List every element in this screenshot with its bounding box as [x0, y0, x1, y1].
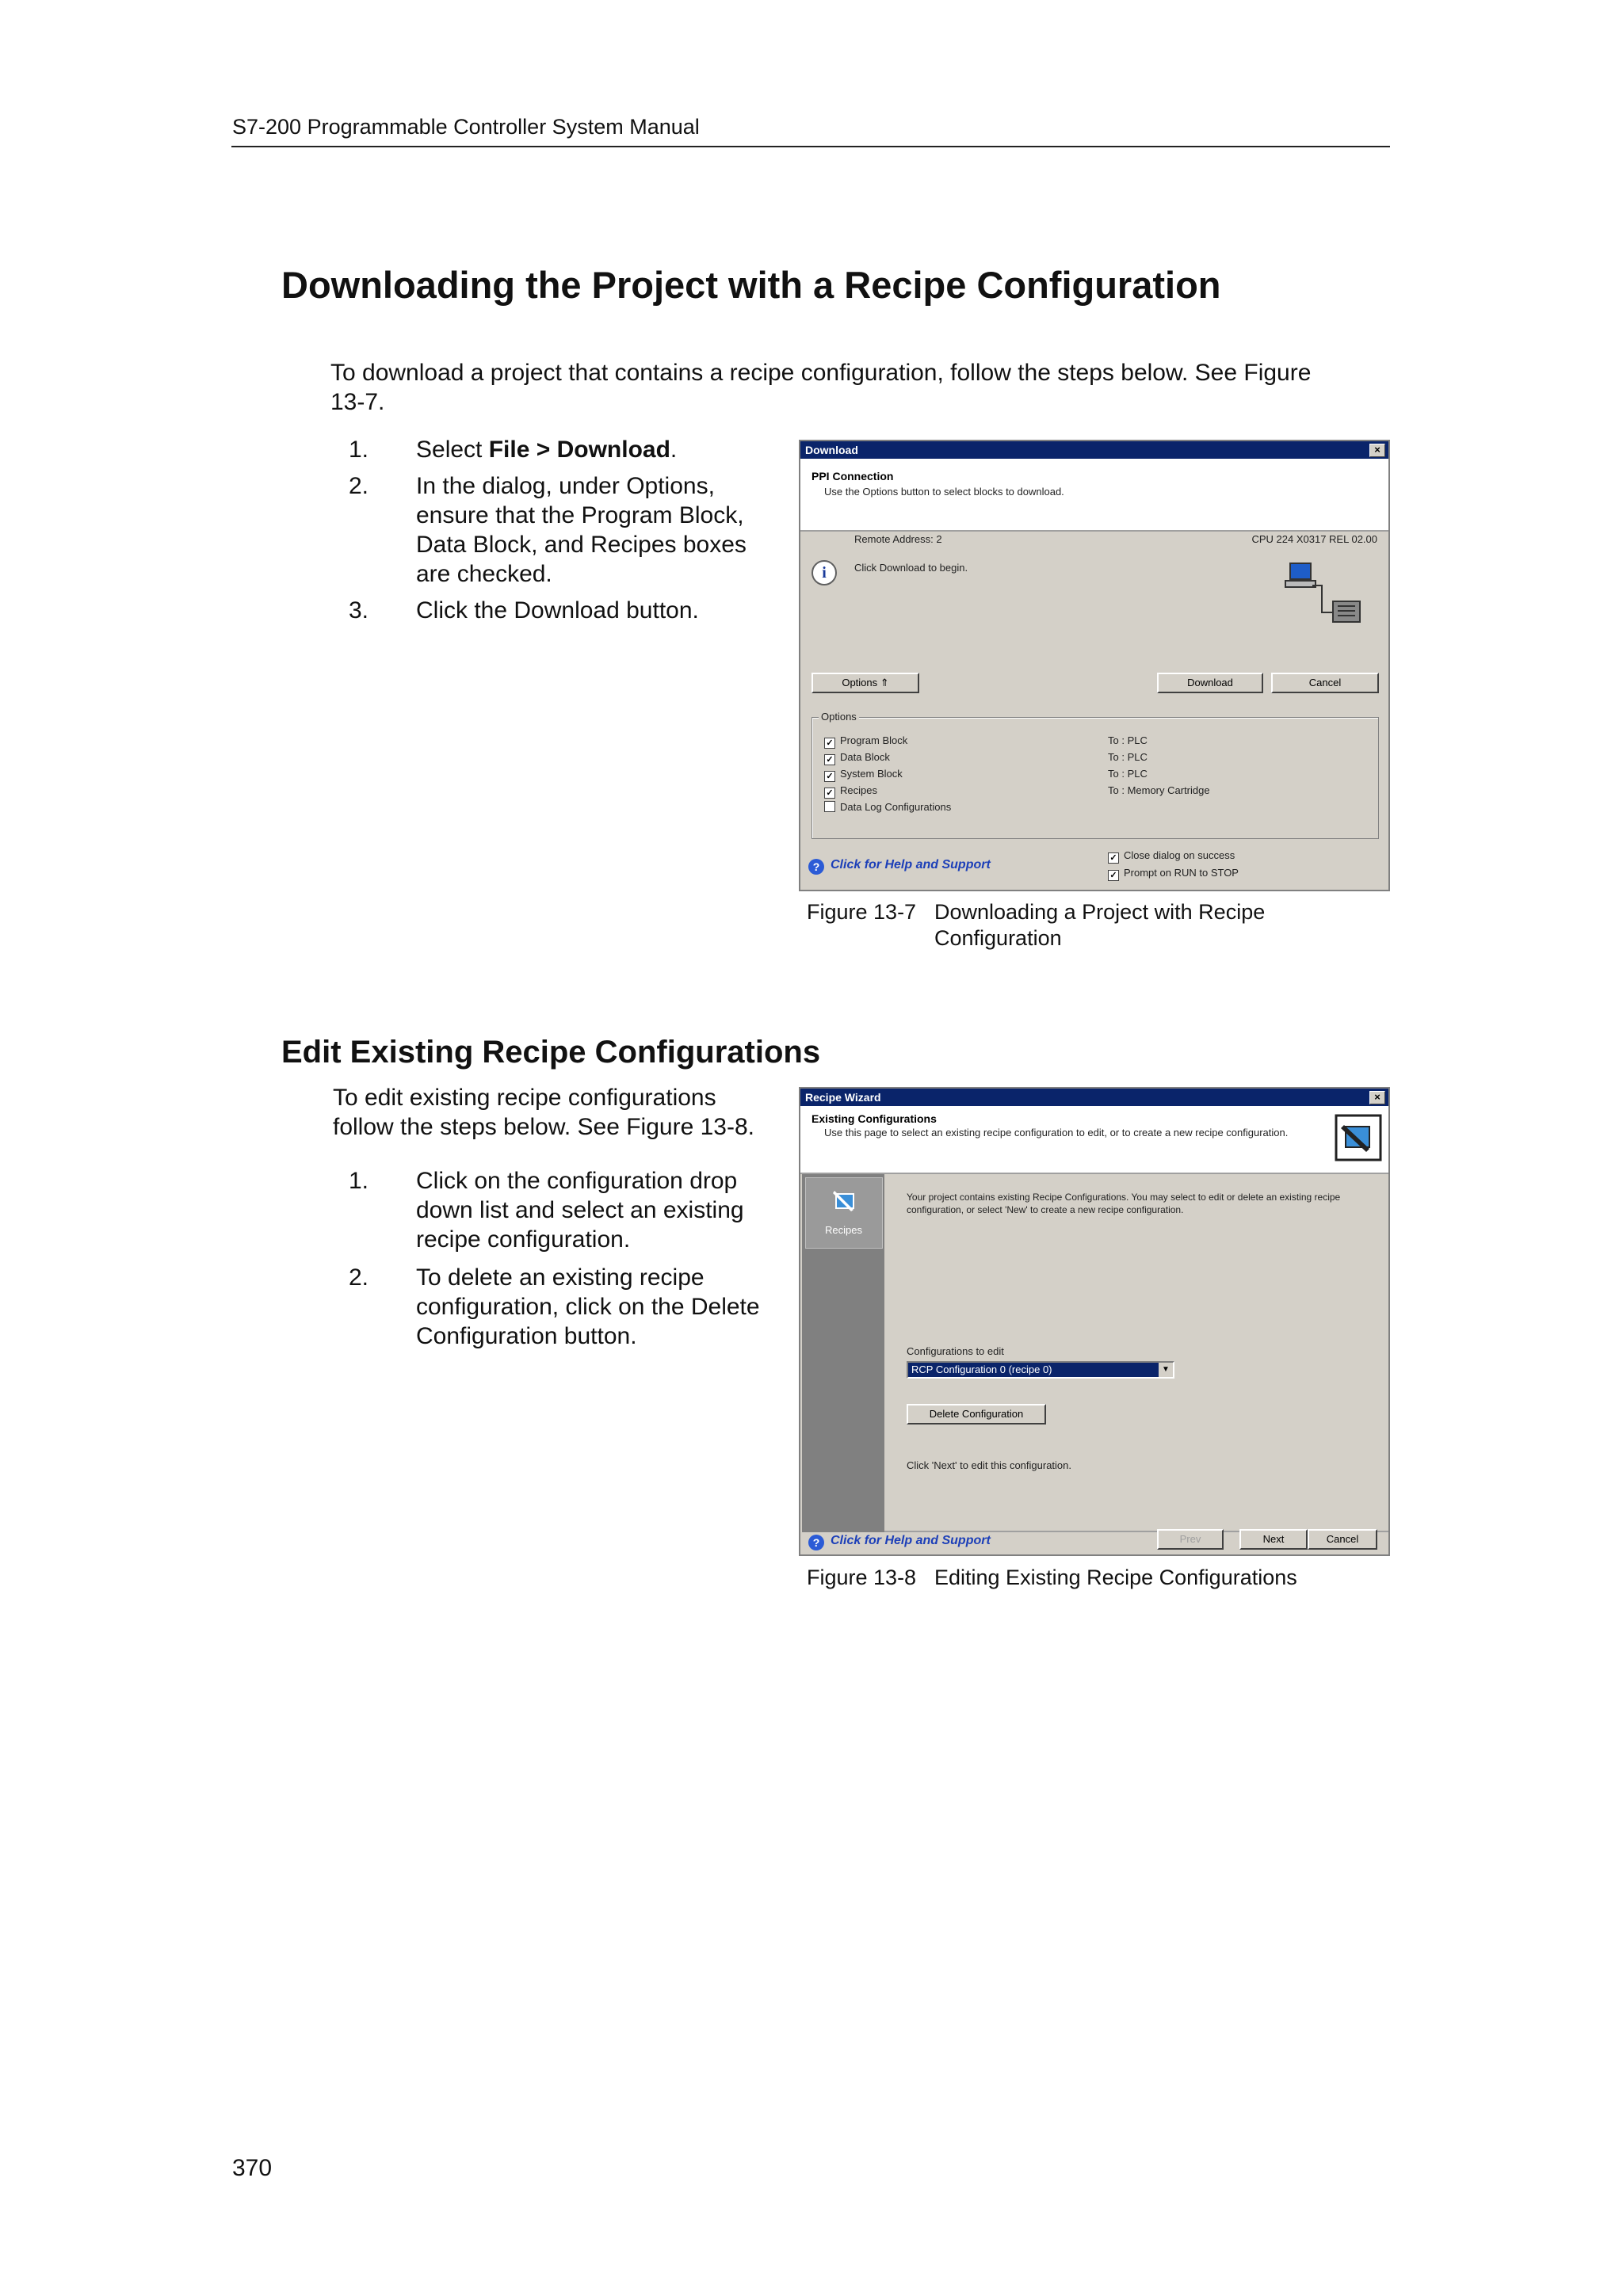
delete-configuration-button[interactable]: Delete Configuration: [907, 1404, 1046, 1425]
list-item: [349, 1166, 761, 1254]
info-text-line: Your project contains existing Recipe Configurations. You may select to edit or delete an existing recipe: [907, 1192, 1341, 1203]
checkbox-checked-icon[interactable]: ✓: [1108, 852, 1119, 864]
help-support-link[interactable]: [808, 858, 991, 875]
close-icon[interactable]: ×: [1369, 444, 1385, 457]
checkbox-checked-icon[interactable]: ✓: [824, 754, 835, 765]
step-number: 1.: [349, 437, 369, 463]
option-data-log-configurations[interactable]: [824, 801, 951, 813]
figure-caption-13-8: [807, 1565, 1377, 1593]
checkbox-checked-icon[interactable]: ✓: [824, 738, 835, 749]
option-program-block[interactable]: [824, 734, 907, 749]
remote-address: Remote Address: 2: [854, 533, 942, 545]
page-number: 370: [232, 2155, 273, 2181]
next-button[interactable]: Next: [1239, 1529, 1308, 1550]
checkbox-unchecked-icon[interactable]: [824, 801, 835, 812]
header-subtitle: Use this page to select an existing recipe configuration to edit, or to create a new recipe configuration.: [824, 1127, 1289, 1138]
option-target: To : PLC: [1108, 768, 1148, 780]
download-button[interactable]: Download: [1157, 673, 1263, 693]
step-menu-path: File > Download: [488, 437, 670, 463]
checkbox-checked-icon[interactable]: ✓: [824, 788, 835, 799]
step-number: 2.: [349, 473, 369, 499]
option-label: Recipes: [840, 784, 877, 796]
close-on-success-option[interactable]: [1108, 849, 1235, 864]
next-hint-text: Click 'Next' to edit this configuration.: [907, 1459, 1071, 1471]
help-icon: ?: [808, 1535, 824, 1550]
figure-number: Figure 13-7: [807, 900, 917, 924]
step-text: To delete an existing recipe configuration, click on the Delete Configuration button.: [416, 1264, 760, 1349]
step-number: 2.: [349, 1264, 369, 1291]
cancel-button[interactable]: Cancel: [1308, 1529, 1377, 1550]
selected-config: RCP Configuration 0 (recipe 0): [911, 1363, 1052, 1375]
figure-caption-line: Downloading a Project with Recipe: [934, 900, 1266, 924]
cpu-info: CPU 224 X0317 REL 02.00: [1251, 533, 1377, 545]
header-title: PPI Connection: [812, 470, 894, 482]
list-item: [349, 596, 761, 625]
step-text-end: .: [670, 437, 678, 463]
chevron-down-icon[interactable]: ▼: [1159, 1363, 1173, 1377]
option-label: System Block: [840, 768, 903, 780]
option-label: Prompt on RUN to STOP: [1124, 867, 1239, 879]
prompt-run-stop-option[interactable]: [1108, 867, 1239, 881]
recipe-wizard-dialog: [799, 1087, 1390, 1556]
recipes-icon: [831, 1186, 858, 1213]
header-subtitle: Use the Options button to select blocks to download.: [824, 486, 1064, 498]
step-text: In the dialog, under Options, ensure that the Program Block, Data Block, and Recipes boxes are checked.: [416, 473, 747, 587]
step-text: Click on the configuration drop down list and select an existing recipe configuration.: [416, 1168, 744, 1253]
configs-label: Configurations to edit: [907, 1345, 1004, 1357]
figure-number: Figure 13-8: [807, 1566, 917, 1589]
dialog-title: Download: [805, 444, 858, 456]
close-icon[interactable]: ×: [1369, 1091, 1385, 1104]
section-heading-edit: Edit Existing Recipe Configurations: [281, 1035, 821, 1070]
running-header: S7-200 Programmable Controller System Manual: [232, 115, 700, 139]
list-item: [349, 471, 761, 589]
dialog-title-bar: [800, 1089, 1388, 1106]
option-target: To : PLC: [1108, 734, 1148, 746]
recipe-wizard-icon: [1335, 1114, 1382, 1161]
step-text: Select: [416, 437, 489, 463]
step-text: Click the Download button.: [416, 597, 699, 624]
info-text-line: configuration, or select 'New' to create a new recipe configuration.: [907, 1204, 1184, 1215]
option-recipes[interactable]: [824, 784, 877, 799]
status-text: Click Download to begin.: [854, 562, 968, 574]
wizard-sidebar: [802, 1174, 884, 1532]
prev-button[interactable]: Prev: [1157, 1529, 1224, 1550]
dialog-title-bar: [800, 441, 1388, 459]
option-data-block[interactable]: [824, 751, 890, 765]
help-support-link[interactable]: [808, 1534, 991, 1550]
header-title: Existing Configurations: [812, 1112, 937, 1125]
configuration-dropdown[interactable]: [907, 1361, 1174, 1379]
dialog-header-panel: [800, 459, 1388, 532]
option-system-block[interactable]: [824, 768, 903, 782]
pc-to-plc-icon: [1276, 560, 1371, 624]
section-heading-download: Downloading the Project with a Recipe Configuration: [281, 264, 1221, 306]
help-link-label: Click for Help and Support: [831, 1534, 991, 1547]
step-number: 1.: [349, 1168, 369, 1194]
options-button[interactable]: Options ⇑: [812, 673, 919, 693]
checkbox-checked-icon[interactable]: ✓: [824, 771, 835, 782]
help-link-label: Click for Help and Support: [831, 858, 991, 871]
intro-paragraph-download: To download a project that contains a recipe configuration, follow the steps below. See Figure 13-7.: [330, 360, 1312, 415]
dialog-header-panel: [800, 1106, 1388, 1174]
download-steps-list: [349, 435, 761, 625]
list-item: [349, 435, 761, 464]
info-icon: i: [812, 560, 837, 585]
intro-paragraph-edit: To edit existing recipe configurations follow the steps below. See Figure 13-8.: [333, 1085, 754, 1140]
option-label: Close dialog on success: [1124, 849, 1235, 861]
checkbox-checked-icon[interactable]: ✓: [1108, 870, 1119, 881]
figure-caption-line: Editing Existing Recipe Configurations: [934, 1566, 1297, 1589]
option-label: Data Log Configurations: [840, 801, 952, 813]
dialog-title: Recipe Wizard: [805, 1091, 881, 1104]
list-item: [349, 1263, 761, 1351]
edit-steps-list: [349, 1166, 761, 1351]
option-target: To : Memory Cartridge: [1108, 784, 1210, 796]
cancel-button[interactable]: Cancel: [1271, 673, 1379, 693]
figure-caption-line: Configuration: [934, 926, 1062, 950]
help-icon: ?: [808, 859, 824, 875]
header-rule: [231, 146, 1390, 147]
download-dialog: [799, 440, 1390, 891]
option-target: To : PLC: [1108, 751, 1148, 763]
step-number: 3.: [349, 597, 369, 624]
sidebar-item-label: Recipes: [825, 1224, 862, 1236]
option-label: Data Block: [840, 751, 890, 763]
option-label: Program Block: [840, 734, 908, 746]
sidebar-item-recipes[interactable]: [805, 1177, 883, 1249]
figure-caption-13-7: [807, 899, 1377, 955]
options-group-label: Options: [819, 711, 859, 723]
